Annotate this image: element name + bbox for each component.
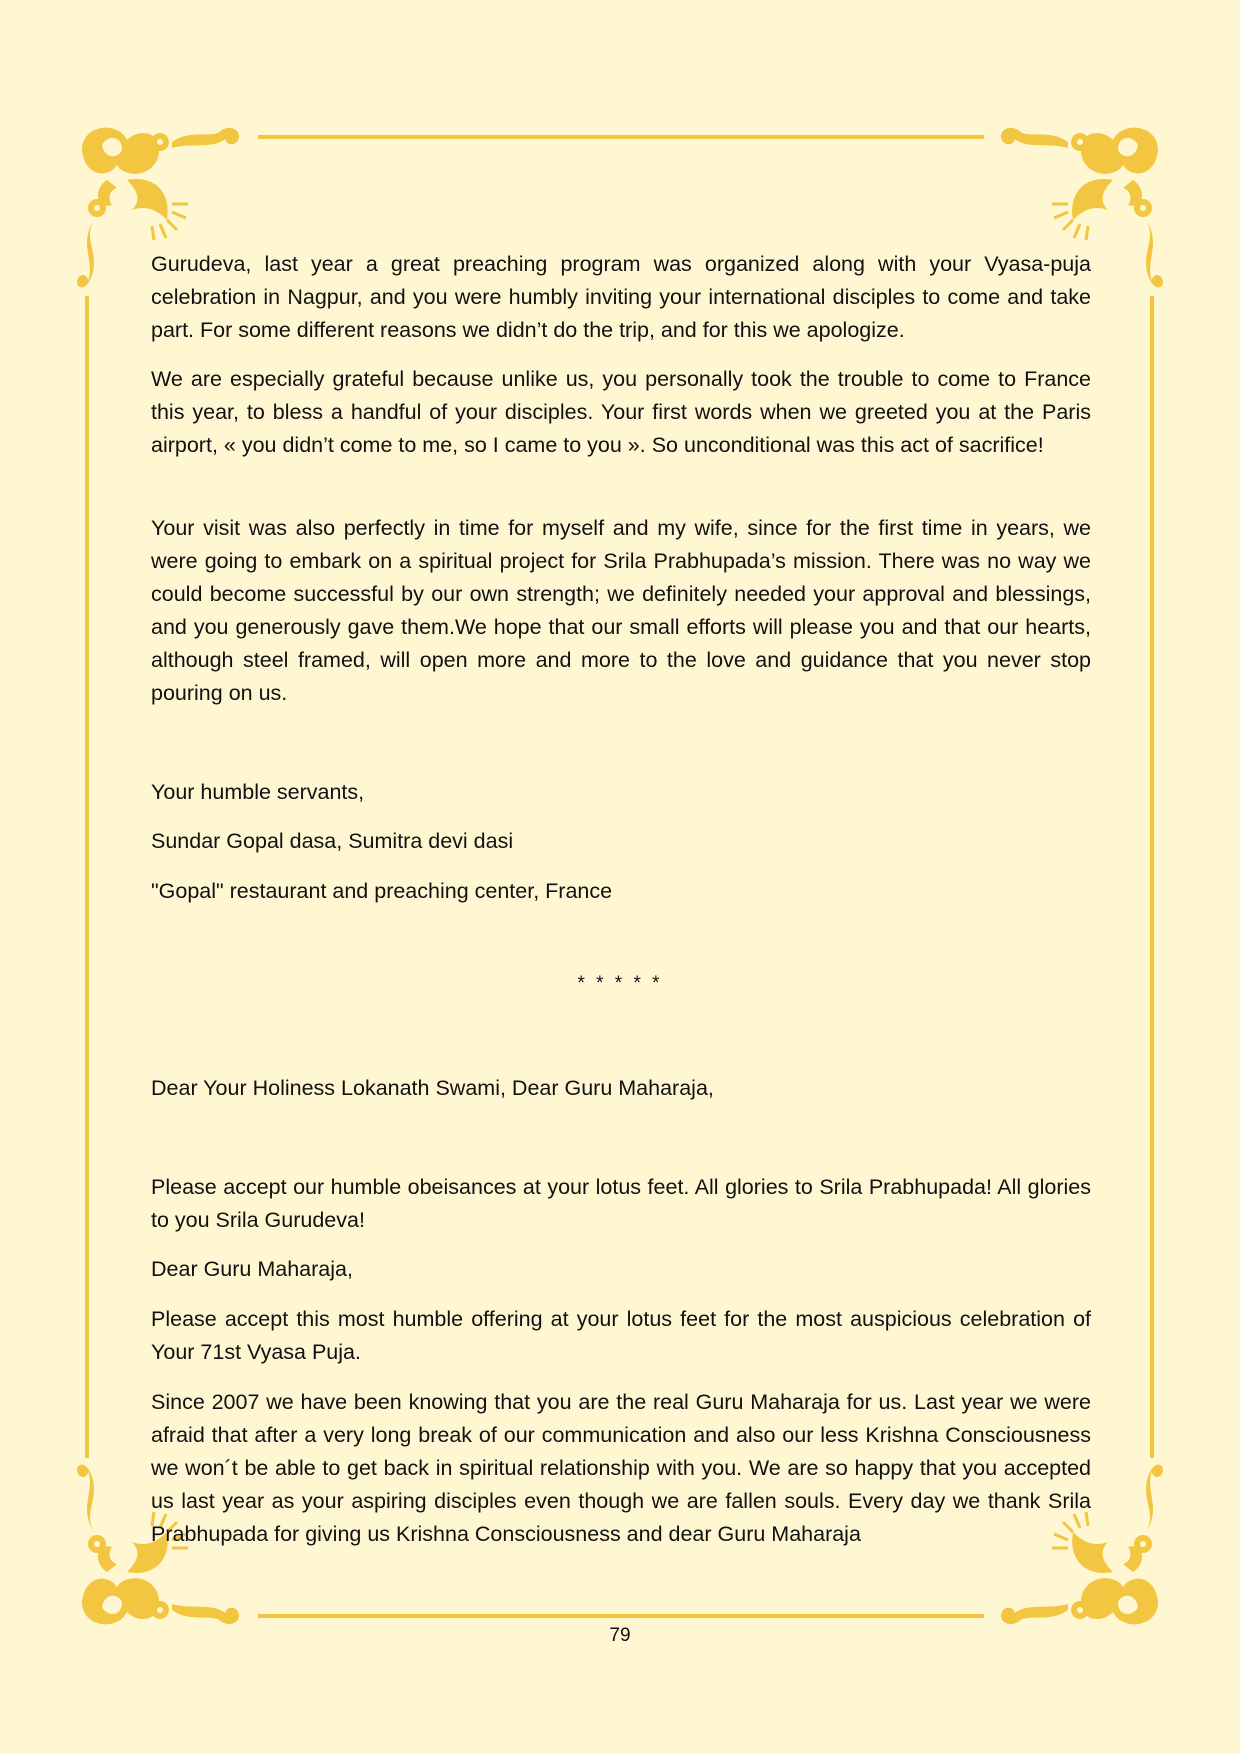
letter-1-paragraph-2: We are especially grateful because unlike us, you personally took the trouble to come to France this year, to bless a handful of your disciples. Your first words when we greeted you at the Paris airport, « you didn’t come to me, so I came to you ». So unconditional was this act of sacrifice! <box>151 367 1091 457</box>
page-number: 79 <box>609 1625 631 1646</box>
affiliation-line: "Gopal" restaurant and preaching center, France <box>151 879 613 903</box>
letter-2-paragraph-3-block <box>151 1303 1091 1369</box>
letter-2-salutation-block <box>151 1072 1091 1105</box>
letter-1-paragraph-2-block <box>151 363 1091 462</box>
border-right-line <box>1150 296 1154 1458</box>
letter-2-greeting: Dear Guru Maharaja, <box>151 1257 353 1281</box>
border-left-line <box>85 296 89 1458</box>
letter-1-paragraph-3-block <box>151 512 1091 710</box>
letter-2-salutation: Dear Your Holiness Lokanath Swami, Dear Guru Maharaja, <box>151 1076 714 1100</box>
letter-2-paragraph-3: Please accept this most humble offering at your lotus feet for the most auspicious celebration of Your 71st Vyasa Puja. <box>151 1307 1091 1364</box>
letter-2-paragraph-4: Since 2007 we have been knowing that you are the real Guru Maharaja for us. Last year we were afraid that after a very long break of our communication and also our less Krishna Consciousness we won´t be able to get back in spiritual relationship with you. We are so happy that you accepted us last year as your aspiring disciples even though we are fallen souls. Every day we thank Srila Prabhupada for giving us Krishna Consciousness and dear Guru Maharaja <box>151 1390 1091 1546</box>
closing-block <box>151 776 1091 809</box>
closing-line: Your humble servants, <box>151 780 365 804</box>
letter-2-paragraph-2-block <box>151 1253 1091 1286</box>
letter-1-paragraph-3: Your visit was also perfectly in time for myself and my wife, since for the first time in years, we were going to embark on a spiritual project for Srila Prabhupada’s mission. There was no way we could become successful by our own strength; we definitely needed your approval and blessings, and you generously gave them.We hope that our small efforts will please you and that our hearts, although steel framed, will open more and more to the love and guidance that you never stop pouring on us. <box>151 516 1091 705</box>
section-separator: * * * * * <box>577 973 663 994</box>
border-top-line <box>258 135 984 139</box>
letter-2-paragraph-1-block <box>151 1171 1091 1237</box>
letter-1-paragraph-1: Gurudeva, last year a great preaching program was organized along with your Vyasa-puja celebration in Nagpur, and you were humbly inviting your international disciples to come and take part. For some different reasons we didn’t do the trip, and for this we apologize. <box>151 252 1091 342</box>
letter-2-paragraph-4-block <box>151 1386 1091 1551</box>
letter-2-paragraph-1: Please accept our humble obeisances at your lotus feet. All glories to Srila Prabhupada! All glories to you Srila Gurudeva! <box>151 1175 1091 1232</box>
letter-1-paragraph-1-block <box>151 248 1091 347</box>
signature-block <box>151 825 1091 858</box>
signature-names: Sundar Gopal dasa, Sumitra devi dasi <box>151 829 514 853</box>
border-bottom-line <box>258 1614 984 1618</box>
affiliation-block <box>151 875 1091 908</box>
